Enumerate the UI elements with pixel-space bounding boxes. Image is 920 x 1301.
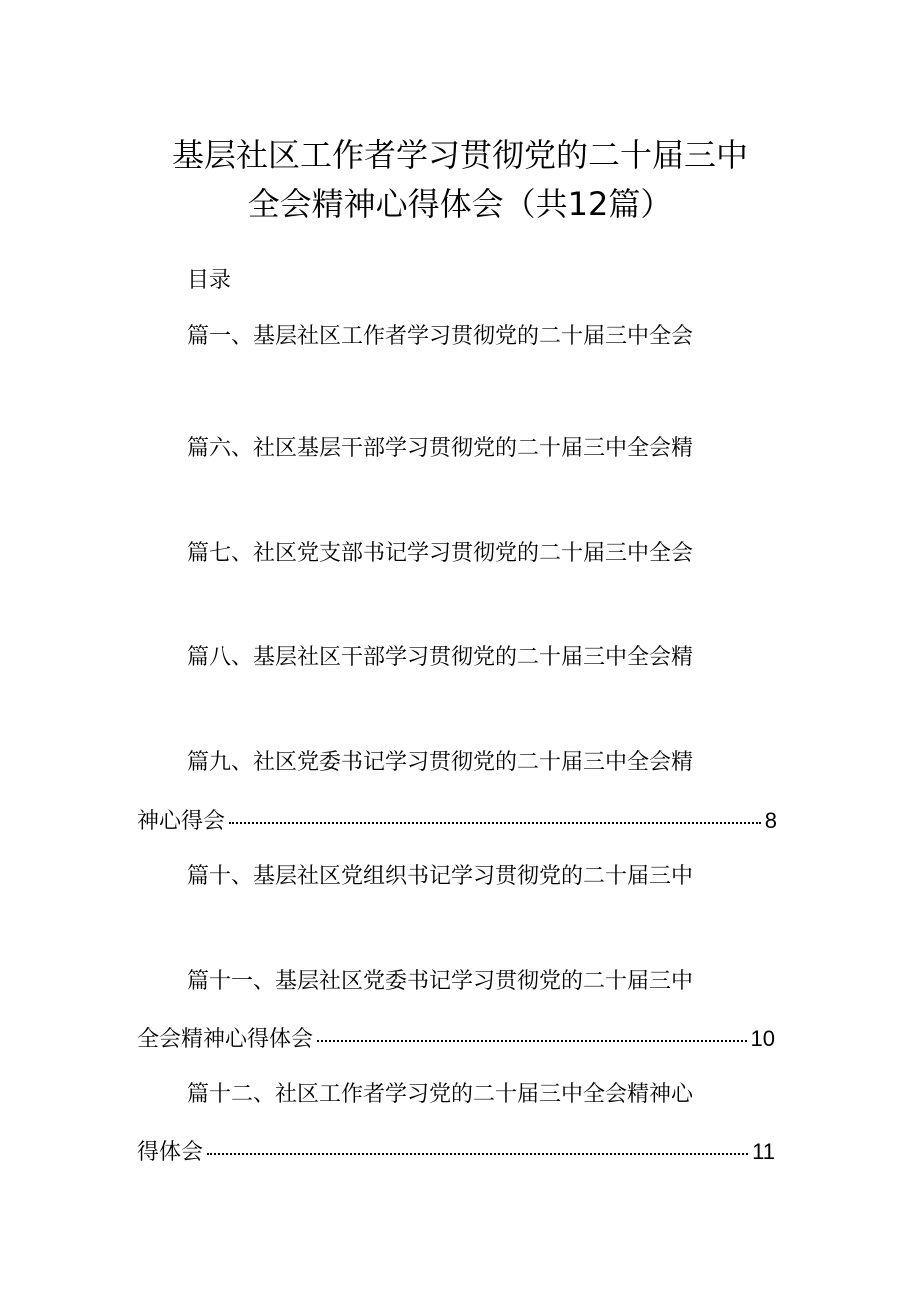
toc-entry-7[interactable]: 篇七、社区党支部书记学习贯彻党的二十届三中全会 bbox=[187, 541, 694, 566]
toc-entry-label: 神心得会 bbox=[137, 809, 226, 834]
document-title-line-1: 基层社区工作者学习贯彻党的二十届三中 bbox=[171, 136, 748, 174]
dot-leader bbox=[317, 1040, 747, 1042]
toc-page-number: 10 bbox=[750, 1026, 775, 1051]
toc-entry-1[interactable]: 篇一、基层社区工作者学习贯彻党的二十届三中全会 bbox=[187, 324, 694, 349]
toc-page-number: 8 bbox=[764, 808, 777, 833]
document-title-line-2: 全会精神心得体会（共12篇） bbox=[247, 185, 673, 223]
toc-entry-12[interactable]: 篇十二、社区工作者学习党的二十届三中全会精神心 bbox=[187, 1082, 694, 1107]
toc-entry-12-continuation[interactable] bbox=[137, 1137, 775, 1168]
toc-entry-8[interactable]: 篇八、基层社区干部学习贯彻党的二十届三中全会精 bbox=[187, 645, 694, 670]
toc-entry-label: 得体会 bbox=[137, 1140, 204, 1165]
toc-entry-11-continuation[interactable] bbox=[137, 1024, 775, 1055]
dot-leader bbox=[207, 1153, 748, 1155]
toc-entry-label: 全会精神心得体会 bbox=[137, 1027, 314, 1052]
dot-leader bbox=[229, 822, 761, 824]
toc-entry-10[interactable]: 篇十、基层社区党组织书记学习贯彻党的二十届三中 bbox=[187, 864, 694, 889]
toc-entry-11[interactable]: 篇十一、基层社区党委书记学习贯彻党的二十届三中 bbox=[187, 969, 694, 994]
toc-entry-6[interactable]: 篇六、社区基层干部学习贯彻党的二十届三中全会精 bbox=[187, 436, 694, 461]
toc-entry-9[interactable]: 篇九、社区党委书记学习贯彻党的二十届三中全会精 bbox=[187, 750, 694, 775]
toc-entry-9-continuation[interactable] bbox=[137, 806, 777, 837]
toc-heading: 目录 bbox=[187, 268, 232, 293]
toc-page-number: 11 bbox=[752, 1139, 775, 1164]
